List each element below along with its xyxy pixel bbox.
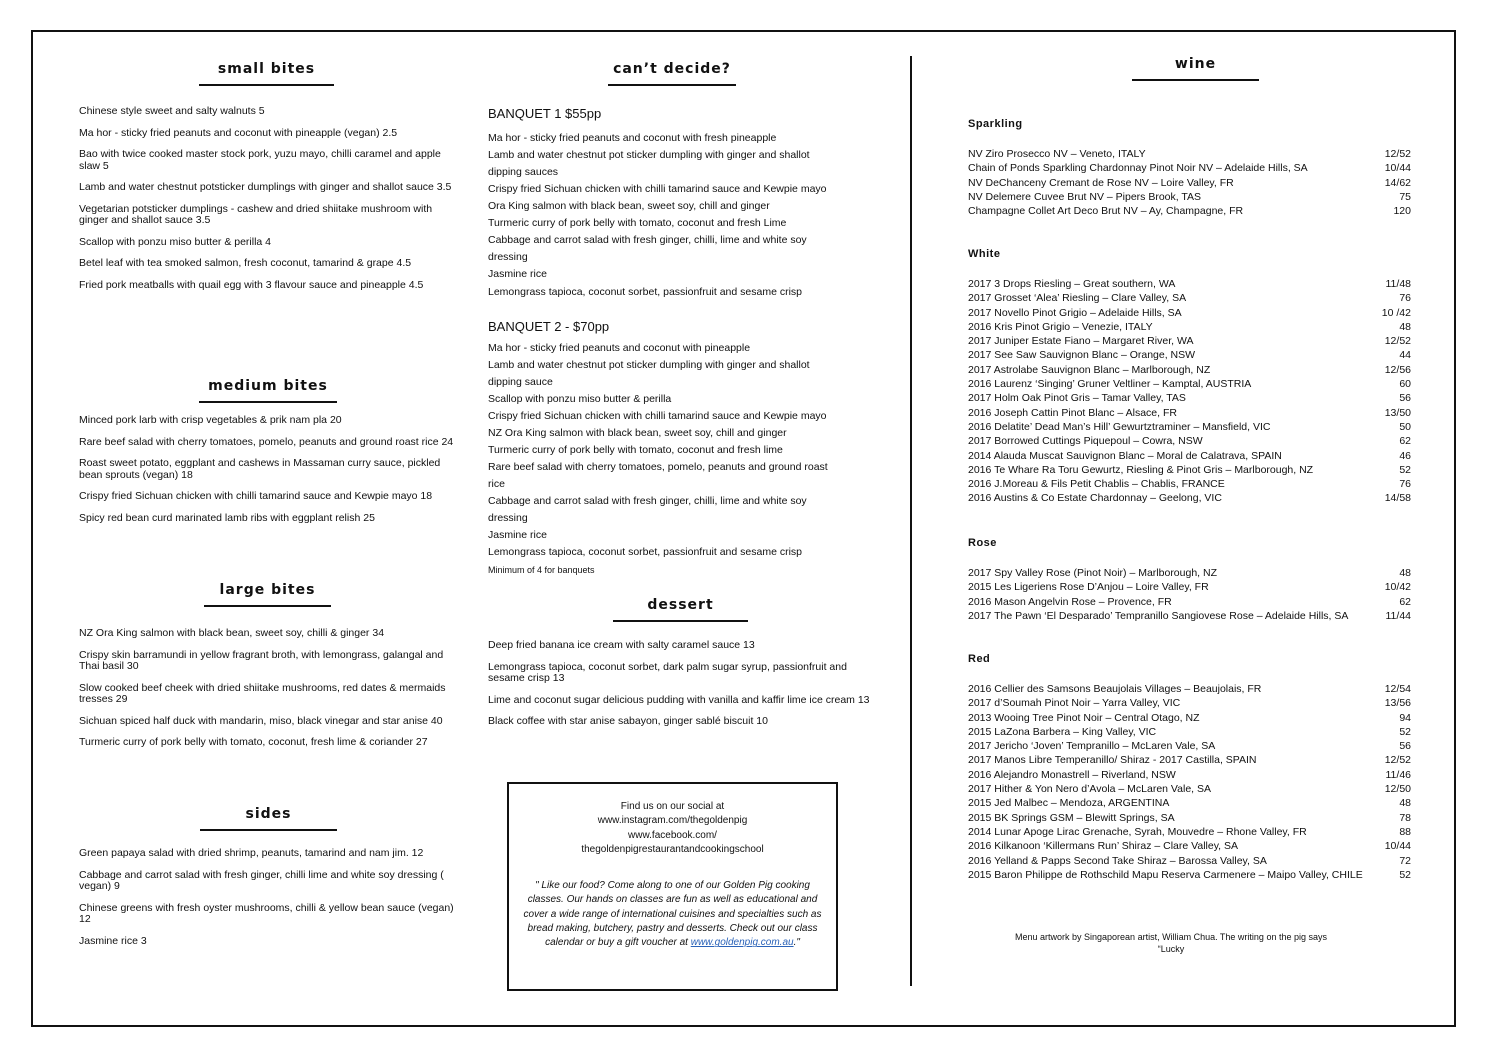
- wine-title: wine: [1174, 56, 1217, 72]
- wine-row: [968, 682, 1411, 696]
- wine-price: 60: [1399, 378, 1411, 391]
- menu-item: Turmeric curry of pork belly with tomato, coconut, fresh lime & coriander 27: [79, 736, 428, 748]
- menu-item: Lamb and water chestnut potsticker dumplings with ginger and shallot sauce 3.5: [79, 181, 452, 193]
- wine-price: 76: [1399, 292, 1411, 305]
- wine-price: 75: [1399, 190, 1411, 203]
- wine-price: 46: [1399, 449, 1411, 462]
- sides-heading: [200, 806, 337, 831]
- banquet-line: NZ Ora King salmon with black bean, sweet soy, chill and ginger: [488, 427, 787, 439]
- wine-price: 13/56: [1384, 697, 1411, 710]
- wine-name: 2017 See Saw Sauvignon Blanc – Orange, NSW: [968, 349, 1196, 362]
- wine-row: [968, 320, 1411, 334]
- column-divider: [910, 56, 912, 986]
- wine-price: 11/44: [1385, 609, 1411, 622]
- banquet-minimum-note: Minimum of 4 for banquets: [488, 565, 595, 575]
- menu-item: Bao with twice cooked master stock pork, yuzu mayo, chilli caramel and apple slaw 5: [79, 148, 441, 172]
- small-bites-list: [79, 106, 454, 301]
- wine-price: 72: [1399, 854, 1411, 867]
- heading-underline: [608, 84, 736, 86]
- credit-line-1: Menu artwork by Singaporean artist, William Chua. The writing on the pig says: [1015, 932, 1327, 942]
- wine-price: 48: [1399, 320, 1411, 333]
- sides-title: sides: [245, 806, 292, 822]
- promo-text: " Like our food? Come along to one of our Golden Pig cooking classes. Our hands on classes are fun as well as educational and cover a wide range of international cuisines and specialties such as bread making, butchery, pastry and desserts. Check out our class calendar or buy a gift voucher at: [523, 880, 822, 949]
- menu-item: Spicy red bean curd marinated lamb ribs with eggplant relish 25: [79, 511, 375, 524]
- wine-price: 14/62: [1384, 176, 1411, 189]
- wine-row: [968, 377, 1411, 391]
- wine-price: 78: [1399, 811, 1411, 824]
- wine-row: [968, 796, 1411, 810]
- banquet-line: Rare beef salad with cherry tomatoes, pomelo, peanuts and ground roast rice: [488, 461, 828, 490]
- red-heading: Red: [968, 653, 991, 665]
- heading-underline: [204, 605, 331, 607]
- wine-row: [968, 391, 1411, 405]
- sides-list: [79, 848, 454, 957]
- banquet-line: Crispy fried Sichuan chicken with chilli tamarind sauce and Kewpie mayo: [488, 183, 827, 195]
- wine-price: 12/54: [1384, 683, 1411, 695]
- rose-wine-list: [968, 566, 1411, 623]
- banquet-line: Lamb and water chestnut pot sticker dumpling with ginger and shallot dipping sauces: [488, 149, 810, 178]
- wine-row: [968, 595, 1411, 609]
- wine-row: [968, 711, 1411, 725]
- wine-name: 2017 Borrowed Cuttings Piquepoul – Cowra, NSW: [968, 435, 1203, 448]
- wine-name: 2017 Spy Valley Rose (Pinot Noir) – Marlborough, NZ: [968, 567, 1218, 579]
- wine-row: [968, 580, 1411, 594]
- wine-name: 2013 Wooing Tree Pinot Noir – Central Otago, NZ: [968, 711, 1200, 724]
- wine-name: 2015 BK Springs GSM – Blewitt Springs, SA: [968, 811, 1175, 824]
- wine-price: 48: [1399, 567, 1411, 579]
- menu-item: Rare beef salad with cherry tomatoes, pomelo, peanuts and ground roast rice 24: [79, 435, 454, 448]
- wine-name: NV Ziro Prosecco NV – Veneto, ITALY: [968, 148, 1146, 160]
- menu-item: Lime and coconut sugar delicious pudding with vanilla and kaffir lime ice cream 13: [488, 693, 870, 706]
- wine-row: [968, 854, 1411, 868]
- wine-row: [968, 825, 1411, 839]
- banquet-line: Lamb and water chestnut pot sticker dumpling with ginger and shallot dipping sauce: [488, 359, 810, 388]
- wine-row: [968, 334, 1411, 348]
- wine-name: 2017 Astrolabe Sauvignon Blanc – Marlborough, NZ: [968, 363, 1211, 376]
- wine-name: 2016 Cellier des Samsons Beaujolais Villages – Beaujolais, FR: [968, 683, 1262, 695]
- artwork-credit: [990, 931, 1352, 955]
- wine-row: [968, 566, 1411, 580]
- wine-name: 2016 Kris Pinot Grigio – Venezie, ITALY: [968, 320, 1153, 333]
- wine-price: 56: [1399, 392, 1411, 405]
- banquet-line: Scallop with ponzu miso butter & perilla: [488, 393, 672, 405]
- wine-price: 44: [1399, 349, 1411, 362]
- wine-name: 2016 Joseph Cattin Pinot Blanc – Alsace, FR: [968, 406, 1177, 419]
- menu-item: Crispy fried Sichuan chicken with chilli tamarind sauce and Kewpie mayo 18: [79, 490, 433, 502]
- wine-price: 10/44: [1384, 840, 1411, 853]
- white-heading: White: [968, 248, 1001, 260]
- wine-row: [968, 434, 1411, 448]
- medium-bites-list: [79, 415, 454, 534]
- banquet-line: Cabbage and carrot salad with fresh ginger, chilli, lime and white soy dressing: [488, 495, 807, 524]
- cant-decide-title: can’t decide?: [613, 61, 731, 77]
- banquet-line: Jasmine rice: [488, 268, 547, 280]
- wine-name: 2016 Kilkanoon ‘Killermans Run’ Shiraz – Clare Valley, SA: [968, 840, 1239, 853]
- menu-item: Vegetarian potsticker dumplings - cashew and dried shiitake mushroom with ginger and shallot sauce 3.5: [79, 202, 433, 226]
- wine-price: 13/50: [1384, 406, 1411, 419]
- menu-item: Crispy skin barramundi in yellow fragrant broth, with lemongrass, galangal and Thai basil 30: [79, 648, 444, 672]
- menu-item: Black coffee with star anise sabayon, ginger sablé biscuit 10: [488, 715, 768, 727]
- menu-item: Roast sweet potato, eggplant and cashews in Massaman curry sauce, pickled bean sprouts (vegan) 18: [79, 457, 441, 481]
- banquet-line: Turmeric curry of pork belly with tomato, coconut and fresh Lime: [488, 217, 787, 229]
- wine-row: [968, 147, 1411, 161]
- heading-underline: [1132, 79, 1259, 81]
- wine-name: 2016 Mason Angelvin Rose – Provence, FR: [968, 595, 1172, 608]
- facebook-link[interactable]: www.facebook.com/: [628, 829, 717, 841]
- heading-underline: [199, 401, 337, 403]
- wine-row: [968, 204, 1411, 218]
- wine-price: 12/52: [1384, 148, 1411, 160]
- wine-name: 2017 Holm Oak Pinot Gris – Tamar Valley, TAS: [968, 392, 1186, 405]
- wine-name: 2015 Jed Malbec – Mendoza, ARGENTINA: [968, 797, 1170, 810]
- banquet-line: Jasmine rice: [488, 529, 547, 541]
- menu-item: Scallop with ponzu miso butter & perilla 4: [79, 235, 272, 248]
- wine-price: 12/52: [1384, 335, 1411, 348]
- wine-row: [968, 839, 1411, 853]
- facebook-link-path[interactable]: thegoldenpigrestaurantandcookingschool: [581, 843, 764, 855]
- menu-item: Green papaya salad with dried shrimp, peanuts, tamarind and nam jim. 12: [79, 847, 424, 859]
- wine-price: 14/58: [1384, 492, 1411, 505]
- dessert-title: dessert: [647, 597, 714, 613]
- wine-name: 2017 3 Drops Riesling – Great southern, WA: [968, 278, 1176, 290]
- wine-name: 2016 Yelland & Papps Second Take Shiraz – Barossa Valley, SA: [968, 854, 1267, 867]
- banquet-line: Lemongrass tapioca, coconut sorbet, passionfruit and sesame crisp: [488, 546, 803, 558]
- wine-name: 2016 Alejandro Monastrell – Riverland, NSW: [968, 768, 1176, 781]
- menu-item: Lemongrass tapioca, coconut sorbet, dark palm sugar syrup, passionfruit and sesame crisp 13: [488, 660, 847, 684]
- wine-price: 12/56: [1384, 363, 1411, 376]
- wine-name: 2017 Manos Libre Temperanillo/ Shiraz - 2017 Castilla, SPAIN: [968, 754, 1257, 767]
- wine-price: 48: [1399, 797, 1411, 810]
- menu-item: Betel leaf with tea smoked salmon, fresh coconut, tamarind & grape 4.5: [79, 257, 412, 269]
- menu-item: Deep fried banana ice cream with salty caramel sauce 13: [488, 639, 755, 651]
- small-bites-heading: [199, 61, 334, 86]
- heading-underline: [613, 620, 748, 622]
- menu-item: Cabbage and carrot salad with fresh ginger, chilli lime and white soy dressing ( vegan) 9: [79, 868, 444, 892]
- banquet-line: Crispy fried Sichuan chicken with chilli tamarind sauce and Kewpie mayo: [488, 410, 827, 422]
- promo-end: .": [793, 937, 800, 949]
- menu-item: Chinese style sweet and salty walnuts 5: [79, 105, 265, 117]
- wine-row: [968, 291, 1411, 305]
- wine-row: [968, 449, 1411, 463]
- wine-row: [968, 609, 1411, 623]
- banquet-line: Ora King salmon with black bean, sweet soy, chill and ginger: [488, 200, 770, 212]
- wine-price: 11/46: [1385, 768, 1411, 781]
- wine-name: Champagne Collet Art Deco Brut NV – Ay, Champagne, FR: [968, 205, 1244, 218]
- large-bites-list: [79, 628, 459, 759]
- menu-item: Fried pork meatballs with quail egg with 3 flavour sauce and pineapple 4.5: [79, 278, 424, 291]
- red-wine-list: [968, 682, 1411, 882]
- rose-heading: Rose: [968, 537, 997, 549]
- wine-price: 62: [1399, 435, 1411, 448]
- banquet-2-list: [488, 340, 833, 561]
- wine-name: 2017 d’Soumah Pinot Noir – Yarra Valley, VIC: [968, 697, 1181, 710]
- wine-row: [968, 782, 1411, 796]
- wine-row: [968, 176, 1411, 190]
- wine-name: 2016 Delatite’ Dead Man’s Hill’ Gewurtztraminer – Mansfield, VIC: [968, 420, 1271, 433]
- wine-price: 120: [1393, 205, 1411, 218]
- wine-row: [968, 739, 1411, 753]
- instagram-link[interactable]: www.instagram.com/thegoldenpig: [597, 815, 748, 827]
- banquet-1-list: [488, 130, 833, 283]
- sparkling-heading: Sparkling: [968, 118, 1023, 130]
- wine-name: NV Delemere Cuvee Brut NV – Pipers Brook, TAS: [968, 190, 1202, 203]
- wine-price: 10 /42: [1381, 306, 1411, 319]
- wine-row: [968, 190, 1411, 204]
- medium-bites-heading: [199, 378, 337, 403]
- white-wine-list: [968, 277, 1411, 506]
- large-bites-heading: [204, 582, 331, 607]
- banquet-2-title: BANQUET 2 - $70pp: [488, 319, 610, 334]
- wine-price: 10/42: [1384, 581, 1411, 594]
- wine-price: 52: [1399, 725, 1411, 738]
- wine-name: Chain of Ponds Sparkling Chardonnay Pinot Noir NV – Adelaide Hills, SA: [968, 162, 1308, 175]
- wine-row: [968, 811, 1411, 825]
- wine-name: 2014 Alauda Muscat Sauvignon Blanc – Moral de Calatrava, SPAIN: [968, 449, 1282, 462]
- wine-price: 11/48: [1385, 278, 1411, 290]
- wine-row: [968, 696, 1411, 710]
- dessert-heading: [613, 597, 748, 622]
- sparkling-wine-list: [968, 147, 1411, 218]
- wine-name: 2016 Laurenz ‘Singing’ Gruner Veltliner – Kamptal, AUSTRIA: [968, 378, 1252, 391]
- small-bites-title: small bites: [217, 61, 316, 77]
- wine-row: [968, 348, 1411, 362]
- wine-row: [968, 363, 1411, 377]
- wine-price: 52: [1399, 463, 1411, 476]
- wine-price: 94: [1399, 711, 1411, 724]
- wine-name: 2017 Jericho ‘Joven’ Tempranillo – McLaren Vale, SA: [968, 740, 1216, 753]
- wine-price: 12/52: [1384, 754, 1411, 767]
- banquet-line: Ma hor - sticky fried peanuts and coconut with fresh pineapple: [488, 132, 777, 144]
- wine-name: 2016 Austins & Co Estate Chardonnay – Geelong, VIC: [968, 492, 1222, 505]
- wine-row: [968, 161, 1411, 175]
- wine-row: [968, 277, 1411, 291]
- wine-price: 50: [1399, 420, 1411, 433]
- wine-row: [968, 768, 1411, 782]
- cooking-class-promo: [521, 879, 824, 950]
- cant-decide-heading: [608, 61, 736, 86]
- social-info-box: [507, 782, 838, 991]
- heading-underline: [200, 829, 337, 831]
- wine-row: [968, 477, 1411, 491]
- wine-row: [968, 406, 1411, 420]
- wine-name: 2017 Grosset ‘Alea’ Riesling – Clare Valley, SA: [968, 292, 1187, 305]
- medium-bites-title: medium bites: [208, 378, 328, 394]
- banquet-1-dessert: Lemongrass tapioca, coconut sorbet, passionfruit and sesame crisp: [488, 286, 803, 298]
- goldenpig-website-link[interactable]: www.goldenpig.com.au: [690, 937, 794, 949]
- wine-row: [968, 753, 1411, 767]
- wine-price: 10/44: [1384, 162, 1411, 175]
- wine-row: [968, 420, 1411, 434]
- wine-row: [968, 725, 1411, 739]
- wine-price: 56: [1399, 740, 1411, 753]
- menu-item: Jasmine rice 3: [79, 934, 147, 947]
- wine-name: 2015 LaZona Barbera – King Valley, VIC: [968, 725, 1157, 738]
- credit-line-2: “Lucky: [1157, 944, 1185, 954]
- menu-item: Slow cooked beef cheek with dried shiitake mushrooms, red dates & mermaids tresses 29: [79, 681, 446, 705]
- banquet-line: Cabbage and carrot salad with fresh ginger, chilli, lime and white soy dressing: [488, 234, 807, 263]
- wine-price: 76: [1399, 478, 1411, 491]
- banquet-line: Ma hor - sticky fried peanuts and coconut with pineapple: [488, 342, 751, 354]
- wine-row: [968, 306, 1411, 320]
- wine-name: 2016 Te Whare Ra Toru Gewurtz, Riesling & Pinot Gris – Marlborough, NZ: [968, 463, 1314, 476]
- wine-name: 2017 Novello Pinot Grigio – Adelaide Hills, SA: [968, 306, 1182, 319]
- wine-price: 52: [1399, 868, 1411, 881]
- menu-item: Sichuan spiced half duck with mandarin, miso, black vinegar and star anise 40: [79, 714, 443, 727]
- wine-row: [968, 868, 1411, 882]
- wine-name: 2014 Lunar Apoge Lirac Grenache, Syrah, Mouvedre – Rhone Valley, FR: [968, 825, 1307, 838]
- wine-price: 88: [1399, 825, 1411, 838]
- menu-item: NZ Ora King salmon with black bean, sweet soy, chilli & ginger 34: [79, 627, 385, 639]
- dessert-list: [488, 640, 873, 738]
- wine-name: 2017 Juniper Estate Fiano – Margaret River, WA: [968, 335, 1194, 348]
- wine-row: [968, 491, 1411, 505]
- wine-name: 2015 Baron Philippe de Rothschild Mapu Reserva Carmenere – Maipo Valley, CHILE: [968, 868, 1363, 881]
- large-bites-title: large bites: [219, 582, 316, 598]
- menu-item: Minced pork larb with crisp vegetables & prik nam pla 20: [79, 414, 342, 426]
- wine-name: 2015 Les Ligeriens Rose D’Anjou – Loire Valley, FR: [968, 581, 1209, 594]
- wine-price: 62: [1399, 595, 1411, 608]
- menu-item: Ma hor - sticky fried peanuts and coconut with pineapple (vegan) 2.5: [79, 126, 398, 139]
- wine-row: [968, 463, 1411, 477]
- heading-underline: [199, 84, 334, 86]
- wine-name: 2017 The Pawn ‘El Desparado’ Tempranillo Sangiovese Rose – Adelaide Hills, SA: [968, 609, 1349, 622]
- social-intro: Find us on our social at: [620, 801, 725, 812]
- menu-item: Chinese greens with fresh oyster mushrooms, chilli & yellow bean sauce (vegan) 12: [79, 901, 454, 925]
- wine-name: 2017 Hither & Yon Nero d’Avola – McLaren Vale, SA: [968, 783, 1212, 796]
- wine-name: NV DeChanceny Cremant de Rose NV – Loire Valley, FR: [968, 176, 1234, 189]
- wine-name: 2016 J.Moreau & Fils Petit Chablis – Chablis, FRANCE: [968, 478, 1225, 491]
- wine-heading: [1132, 56, 1259, 81]
- banquet-1-title: BANQUET 1 $55pp: [488, 106, 602, 121]
- wine-price: 12/50: [1384, 783, 1411, 796]
- banquet-line: Turmeric curry of pork belly with tomato, coconut and fresh lime: [488, 444, 783, 456]
